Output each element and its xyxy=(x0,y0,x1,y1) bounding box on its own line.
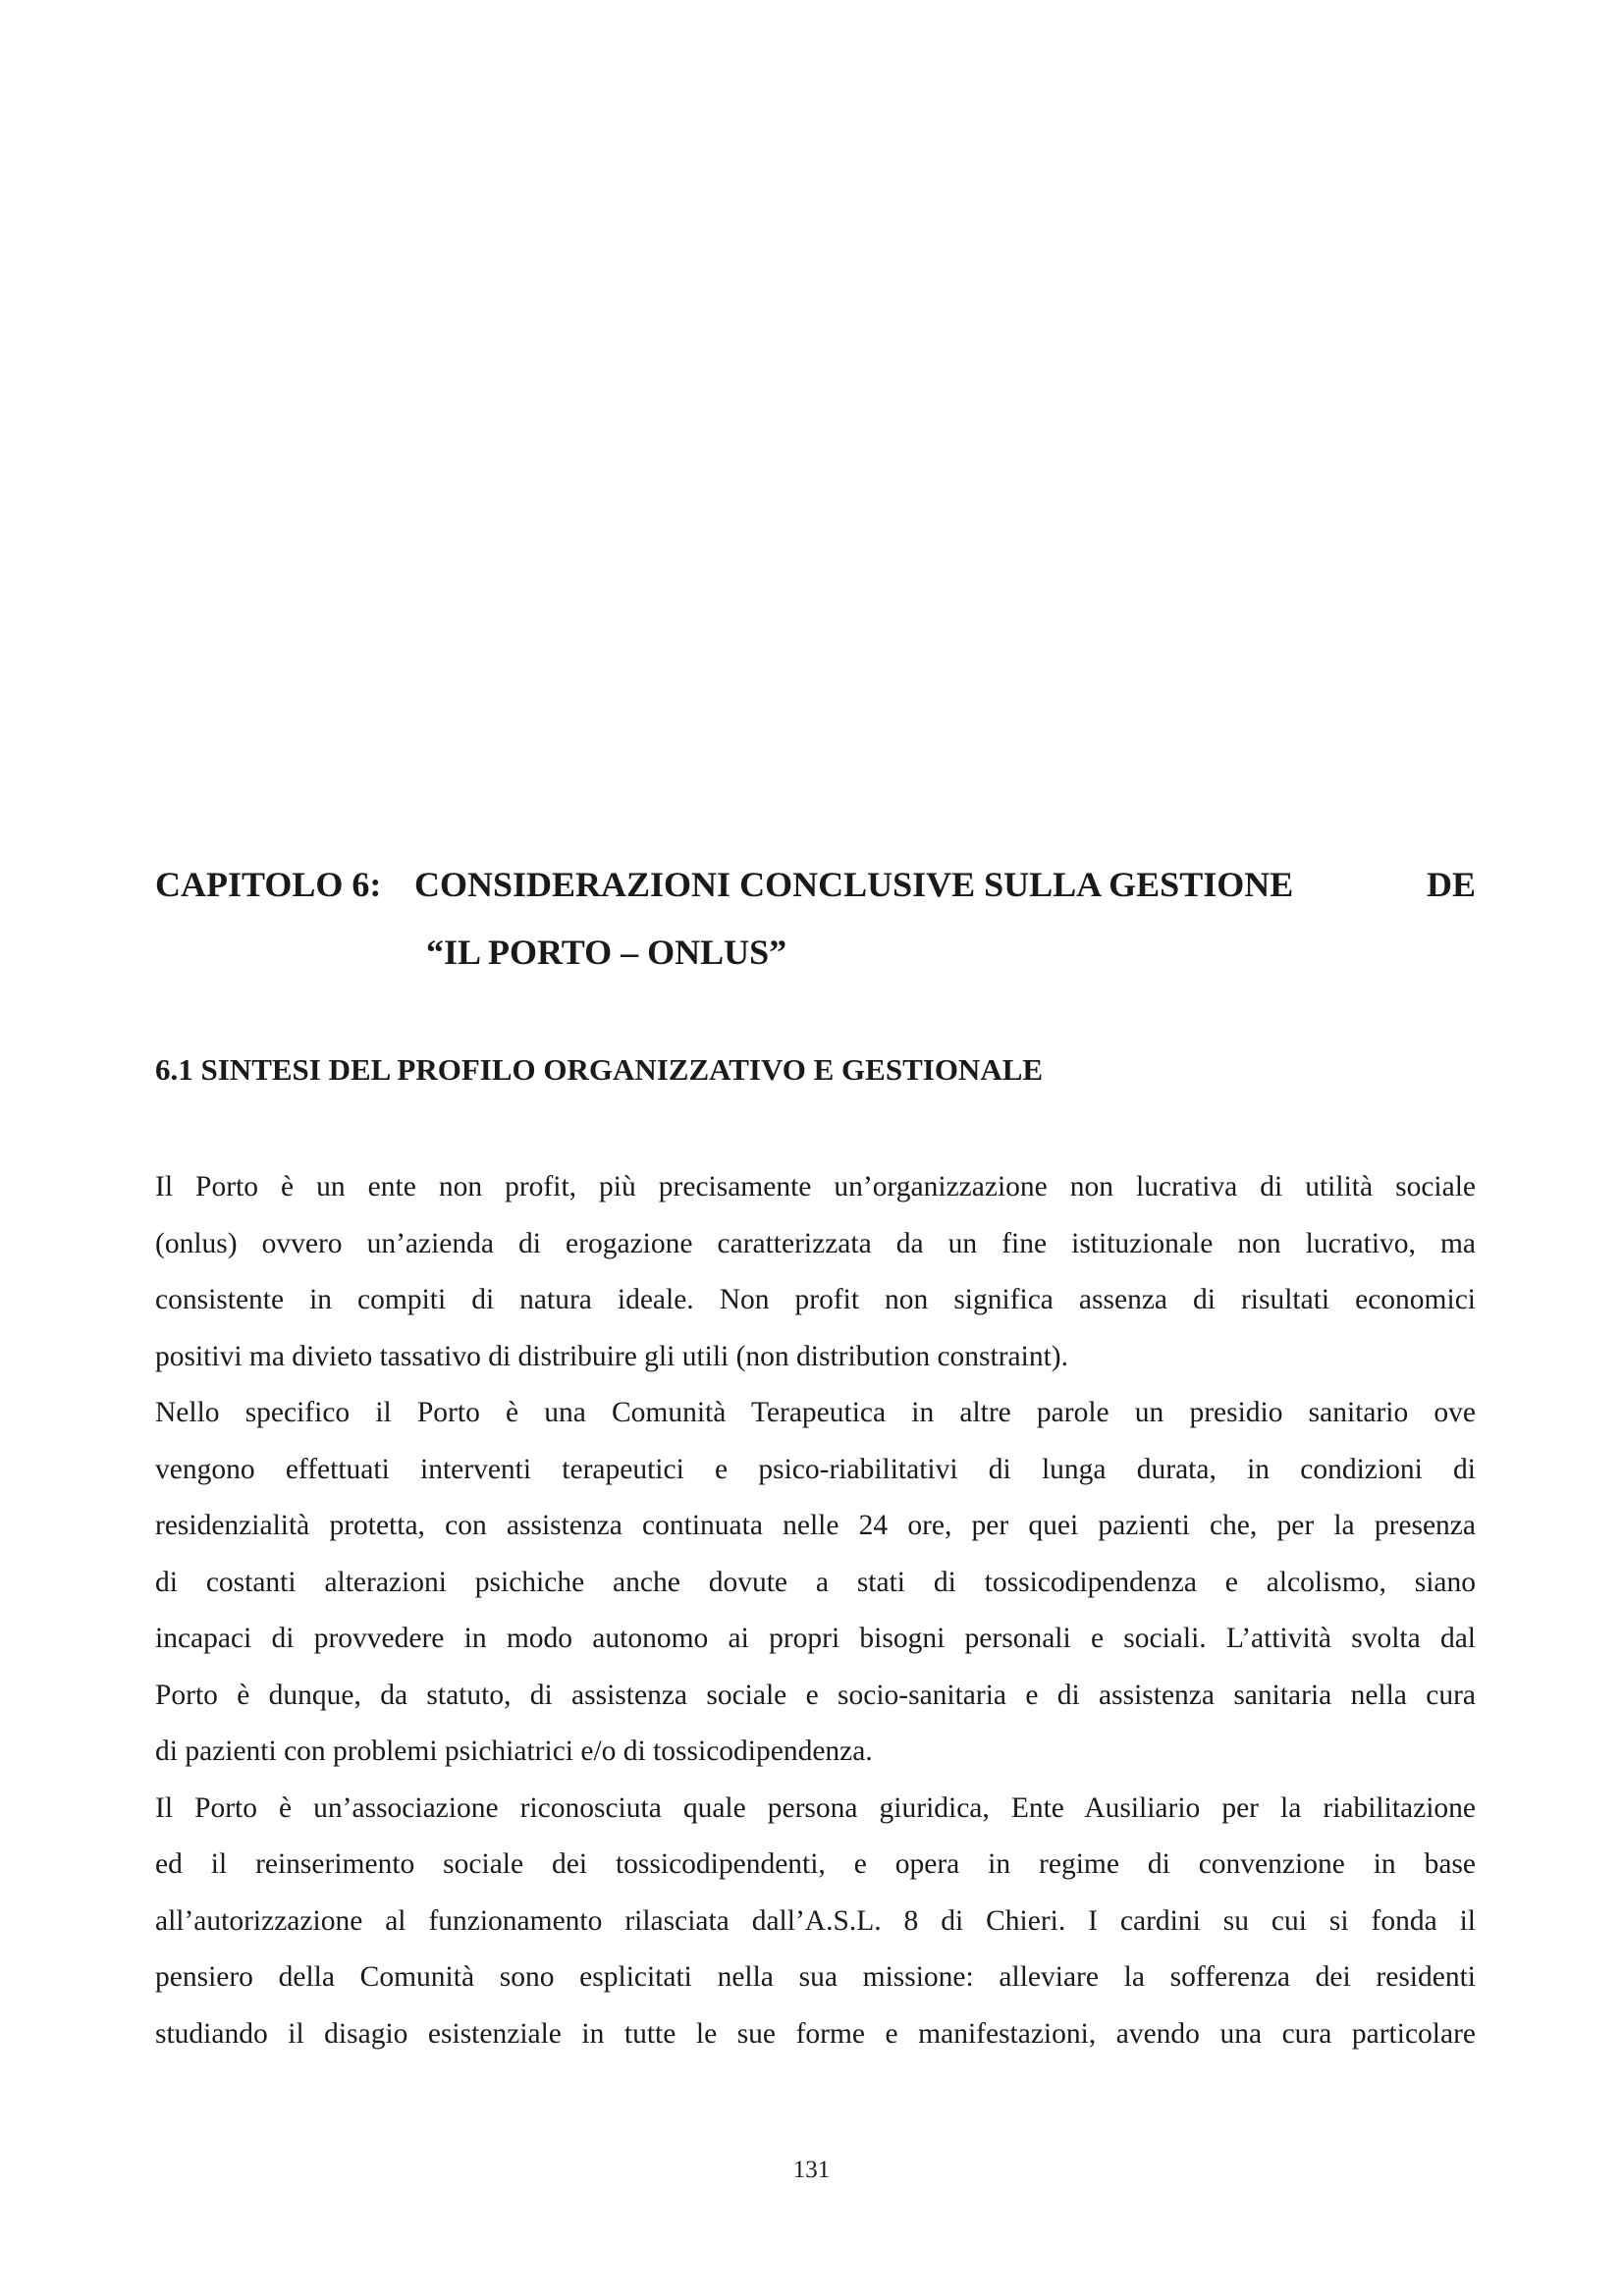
page-number: 131 xyxy=(792,2157,831,2183)
body-line: consistente in compiti di natura ideale. Non profit non significa assenza di risultati economici xyxy=(155,1284,1476,1315)
section-heading: 6.1 SINTESI DEL PROFILO ORGANIZZATIVO E GESTIONALE xyxy=(155,1052,1044,1087)
body-line: ed il reinserimento sociale dei tossicodipendenti, e opera in regime di convenzione in base xyxy=(155,1848,1476,1880)
body-line: all’autorizzazione al funzionamento rilasciata dall’A.S.L. 8 di Chieri. I cardini su cui si fonda il xyxy=(155,1904,1476,1937)
body-line: positivi ma divieto tassativo di distribuire gli utili (non distribution constraint). xyxy=(155,1340,1068,1372)
body-line: pensiero della Comunità sono esplicitati nella sua missione: alleviare la sofferenza dei residenti xyxy=(155,1961,1476,1993)
body-line: di pazienti con problemi psichiatrici e/o di tossicodipendenza. xyxy=(155,1735,873,1767)
body-line: vengono effettuati interventi terapeutici e psico-riabilitativi di lunga durata, in condizioni di xyxy=(155,1453,1476,1485)
body-line: residenzialità protetta, con assistenza continuata nelle 24 ore, per quei pazienti che, per la presenza xyxy=(155,1510,1476,1541)
body-line: Il Porto è un’associazione riconosciuta quale persona giuridica, Ente Ausiliario per la riabilitazione xyxy=(155,1791,1476,1824)
body-line: Nello specifico il Porto è una Comunità Terapeutica in altre parole un presidio sanitario ove xyxy=(155,1397,1476,1428)
body-line: incapaci di provvedere in modo autonomo ai propri bisogni personali e sociali. L’attività svolta dal xyxy=(155,1623,1476,1654)
body-line: di costanti alterazioni psichiche anche dovute a stati di tossicodipendenza e alcolismo, siano xyxy=(155,1566,1476,1598)
body-line: studiando il disagio esistenziale in tutte le sue forme e manifestazioni, avendo una cura particolare xyxy=(155,2017,1476,2050)
body-text xyxy=(155,1159,1476,2062)
chapter-title-line1: CONSIDERAZIONI CONCLUSIVE SULLA GESTIONE xyxy=(414,865,1294,904)
body-line: Porto è dunque, da statuto, di assistenza sociale e socio-sanitaria e di assistenza sanitaria nella cura xyxy=(155,1679,1476,1711)
chapter-title-tail: DE xyxy=(1426,865,1476,904)
chapter-title-line2: “IL PORTO – ONLUS” xyxy=(426,933,787,972)
chapter-label: CAPITOLO 6: xyxy=(155,865,382,904)
body-line: Il Porto è un ente non profit, più precisamente un’organizzazione non lucrativa di utilità sociale xyxy=(155,1171,1476,1202)
body-line: (onlus) ovvero un’azienda di erogazione caratterizzata da un fine istituzionale non lucrativo, ma xyxy=(155,1227,1476,1259)
